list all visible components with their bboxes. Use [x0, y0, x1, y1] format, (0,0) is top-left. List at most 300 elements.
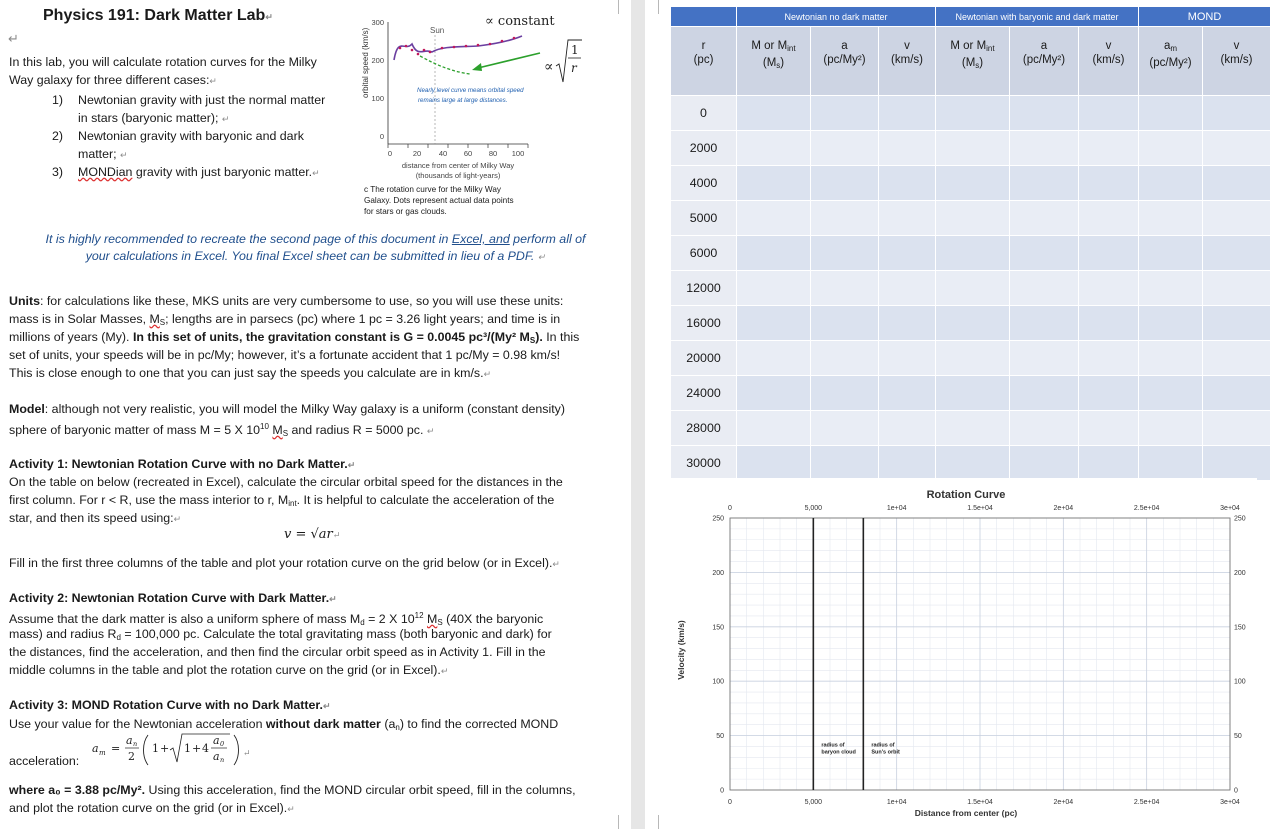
input-cell[interactable]	[1079, 201, 1139, 236]
activity-text: middle columns in the table and plot the rotation curve on the grid (or in Excel).	[9, 663, 441, 677]
y-tick-label: 0	[720, 787, 724, 795]
input-cell[interactable]	[879, 411, 936, 446]
r-value-cell: 6000	[671, 236, 737, 271]
x-tick-label: 1e+04	[886, 799, 907, 806]
units-line	[9, 364, 491, 383]
list-item-line: matter;	[78, 147, 117, 161]
r-value-cell: 2000	[671, 131, 737, 166]
header-top-text: a	[1163, 40, 1171, 52]
paragraph-mark: ↵	[312, 168, 320, 178]
header-top	[1139, 39, 1202, 56]
activity-text: ) to find the corrected MOND	[399, 717, 559, 731]
a0-value: where a₀ = 3.88 pc/My².	[9, 783, 146, 797]
fig-y-tick: 100	[371, 94, 384, 103]
input-cell[interactable]	[1203, 446, 1271, 481]
input-cell[interactable]	[936, 96, 1010, 131]
paragraph-mark: ↵	[329, 594, 337, 604]
input-cell[interactable]	[811, 271, 879, 306]
input-cell[interactable]	[1203, 96, 1271, 131]
eq-frac-num-sub: n	[133, 740, 138, 748]
eq-paren-left	[144, 735, 149, 765]
observed-data-points	[399, 37, 516, 56]
r-value-cell: 20000	[671, 341, 737, 376]
reference-line-label: radius of	[821, 742, 845, 749]
fig-y-tick: 200	[371, 56, 384, 65]
group-header-mond: MOND	[1139, 7, 1271, 27]
activity-text: Assume that the dark matter is also a uniform sphere of mass M	[9, 612, 361, 626]
x-tick-label-top: 1e+04	[886, 505, 907, 512]
activity3-line	[9, 781, 576, 799]
x-tick-label: 2e+04	[1053, 799, 1074, 806]
input-cell[interactable]	[1139, 341, 1203, 376]
x-tick-label: 0	[728, 799, 732, 806]
r-value-cell: 24000	[671, 376, 737, 411]
input-cell[interactable]	[811, 131, 879, 166]
header-sub: m	[1170, 44, 1178, 53]
input-cell[interactable]	[1079, 446, 1139, 481]
input-cell[interactable]	[1010, 166, 1079, 201]
paragraph-mark: ↵	[173, 514, 182, 524]
list-item-text	[78, 145, 128, 164]
input-cell[interactable]	[811, 201, 879, 236]
activity-bold: without dark matter	[265, 717, 381, 731]
sqrt-prefix: ∝	[544, 59, 554, 75]
eq-frac-den: 2	[128, 750, 135, 763]
table-row	[671, 236, 1271, 271]
eq-one: 1	[152, 742, 159, 755]
input-cell[interactable]	[737, 411, 811, 446]
input-cell[interactable]	[1203, 341, 1271, 376]
input-cell[interactable]	[1079, 166, 1139, 201]
r-value-cell: 30000	[671, 446, 737, 481]
group-header-newtonian: Newtonian no dark matter	[737, 7, 936, 27]
header-unit: (pc/My²)	[1022, 54, 1066, 66]
group-header-blank	[671, 7, 737, 27]
column-header-row	[671, 27, 1271, 96]
activity2-line: the distances, find the acceleration, and then find the circular orbit speed as in Activity 1. Fill in the	[9, 645, 546, 659]
input-cell[interactable]	[1079, 96, 1139, 131]
fig-y-label: orbital speed (km/s)	[361, 27, 370, 98]
crop-mark	[645, 0, 659, 14]
header-top	[936, 39, 1009, 56]
intro-line-text: Way galaxy for three different cases:	[9, 73, 210, 87]
column-header-r	[671, 27, 737, 96]
input-cell[interactable]	[879, 306, 936, 341]
eq-an-sub: n	[220, 756, 225, 764]
paragraph-mark: ↵	[332, 531, 341, 541]
input-cell[interactable]	[879, 96, 936, 131]
header-sub: int	[986, 44, 995, 53]
caption-line: c The rotation curve for the Milky Way	[364, 185, 501, 194]
header-top-text: M or M	[751, 40, 788, 52]
input-cell[interactable]	[737, 201, 811, 236]
input-cell[interactable]	[879, 446, 936, 481]
table-row	[671, 166, 1271, 201]
input-cell[interactable]	[1139, 271, 1203, 306]
input-cell[interactable]	[1139, 131, 1203, 166]
input-cell[interactable]	[879, 271, 936, 306]
chart-y-label: Velocity (km/s)	[676, 620, 686, 680]
input-cell[interactable]	[1139, 306, 1203, 341]
reference-line-label: Sun's orbit	[871, 749, 900, 756]
units-label: Units	[9, 294, 40, 308]
note-underlined: Excel, and	[451, 232, 510, 246]
x-tick-label-top: 3e+04	[1220, 505, 1240, 512]
constant-label: ∝ constant	[485, 14, 555, 29]
paragraph-mark: ↵	[347, 460, 356, 470]
table-row	[671, 341, 1271, 376]
input-cell[interactable]	[1139, 236, 1203, 271]
table-row	[671, 306, 1271, 341]
paragraph-mark: ↵	[322, 701, 331, 711]
fig-y-tick: 0	[379, 132, 384, 141]
column-header-mass	[936, 27, 1010, 96]
crop-mark	[618, 0, 630, 14]
sun-label: Sun	[430, 26, 445, 35]
input-cell[interactable]	[1139, 376, 1203, 411]
sqrt-denominator: r	[571, 61, 577, 75]
solar-mass-symbol: M	[272, 423, 283, 437]
fig-arrow-head	[472, 63, 482, 71]
solar-mass-symbol: M	[149, 312, 160, 326]
model-line	[9, 418, 434, 443]
eq-a0: a	[213, 734, 220, 747]
activity-text: = 2 X 10	[364, 612, 415, 626]
input-cell[interactable]	[1010, 201, 1079, 236]
model-text: sphere of baryonic matter of mass M = 5 X 10	[9, 423, 261, 437]
input-cell[interactable]	[879, 376, 936, 411]
reference-line-label: radius of	[871, 742, 895, 749]
intro-line: In this lab, you will calculate rotation curves for the Milky	[9, 55, 317, 69]
input-cell[interactable]	[1203, 411, 1271, 446]
input-cell[interactable]	[1139, 96, 1203, 131]
list-item-text	[78, 109, 229, 128]
input-cell[interactable]	[811, 411, 879, 446]
model-text: and radius R = 5000 pc.	[288, 423, 424, 437]
table-row	[671, 201, 1271, 236]
input-cell[interactable]	[1203, 306, 1271, 341]
activity3-line: acceleration:	[9, 754, 80, 768]
excel-note-line	[0, 231, 631, 248]
subscript: d	[360, 618, 365, 627]
y-tick-label-right: 250	[1234, 515, 1246, 523]
list-item-line: gravity with just baryonic matter.	[132, 165, 313, 179]
header-unit	[936, 56, 1009, 73]
input-cell[interactable]	[1079, 236, 1139, 271]
x-tick-label: 2.5e+04	[1133, 799, 1160, 806]
activity-title-text: Activity 1: Newtonian Rotation Curve with no Dark Matter.	[9, 457, 348, 471]
subscript: n	[395, 723, 400, 732]
eq-frac-num: a	[126, 734, 133, 747]
activity2-title	[9, 589, 337, 608]
chart-title: Rotation Curve	[926, 489, 1006, 501]
header-top	[737, 39, 810, 56]
column-header-velocity	[1203, 27, 1271, 96]
input-cell[interactable]	[1079, 131, 1139, 166]
input-cell[interactable]	[1139, 411, 1203, 446]
velocity-equation	[284, 527, 340, 542]
input-cell[interactable]	[1139, 166, 1203, 201]
gravitation-constant-end: ).	[535, 330, 543, 344]
header-unit	[737, 56, 810, 73]
y-tick-label-right: 0	[1234, 787, 1238, 795]
input-cell[interactable]	[1010, 376, 1079, 411]
column-header-velocity	[1079, 27, 1139, 96]
velocity-equation-text: v = √ar	[284, 527, 333, 542]
activity-text: . It is helpful to calculate the acceleration of the	[296, 493, 555, 507]
input-cell[interactable]	[1079, 411, 1139, 446]
activity-text: mass) and radius R	[9, 627, 117, 641]
input-cell[interactable]	[936, 271, 1010, 306]
activity1-title	[9, 455, 355, 474]
header-unit: (km/s)	[1092, 54, 1125, 66]
fig-x-tick: 60	[463, 149, 473, 158]
sqrt-numerator: 1	[571, 43, 579, 57]
input-cell[interactable]	[936, 306, 1010, 341]
activity2-line	[9, 661, 448, 680]
document-title	[43, 7, 273, 25]
input-cell[interactable]	[1079, 341, 1139, 376]
model-text: : although not very realistic, you will model the Milky Way galaxy is a uniform (constant density)	[44, 402, 565, 416]
header-unit-end: )	[979, 57, 984, 69]
input-cell[interactable]	[737, 306, 811, 341]
paragraph-mark: ↵	[8, 31, 19, 46]
units-text: millions of years (My).	[9, 330, 133, 344]
input-cell[interactable]	[936, 201, 1010, 236]
units-text: ; lengths are in parsecs (pc) where 1 pc = 3.26 light years; and time is in	[165, 312, 561, 326]
activity-text: (a	[380, 717, 396, 731]
input-cell[interactable]	[737, 236, 811, 271]
input-cell[interactable]	[811, 236, 879, 271]
header-unit-sub: s	[776, 61, 781, 70]
input-cell[interactable]	[1139, 201, 1203, 236]
eq-equals: =	[111, 742, 121, 755]
column-header-mond-acceleration	[1139, 27, 1203, 96]
crop-mark	[618, 815, 630, 829]
input-cell[interactable]	[737, 271, 811, 306]
y-tick-label-right: 50	[1234, 733, 1242, 741]
x-tick-label-top: 2.5e+04	[1133, 505, 1160, 512]
paragraph-mark: ↵	[265, 12, 273, 22]
input-cell[interactable]	[936, 236, 1010, 271]
solar-mass-symbol: M	[426, 612, 438, 626]
fig-x-tick: 0	[387, 149, 393, 158]
eq-a0-sub: 0	[220, 740, 225, 748]
input-cell[interactable]	[936, 341, 1010, 376]
fig-x-tick: 20	[412, 149, 422, 158]
eq-plus: +	[160, 742, 170, 755]
units-line	[9, 292, 563, 310]
chart-x-label: Distance from center (pc)	[914, 808, 1018, 818]
header-top: a	[841, 40, 848, 52]
eq-lhs: a	[92, 742, 99, 755]
input-cell[interactable]	[936, 166, 1010, 201]
header-unit: (km/s)	[891, 54, 923, 66]
model-line	[9, 400, 565, 418]
paragraph-mark: ↵	[552, 559, 560, 569]
table-row	[671, 411, 1271, 446]
input-cell[interactable]	[879, 166, 936, 201]
paragraph-mark: ↵	[440, 666, 449, 676]
milky-way-rotation-figure	[360, 8, 610, 183]
list-item-number: 1)	[52, 93, 64, 107]
input-cell[interactable]	[737, 166, 811, 201]
input-cell[interactable]	[811, 376, 879, 411]
table-row	[671, 271, 1271, 306]
input-cell[interactable]	[737, 341, 811, 376]
units-line: set of units, your speeds will be in pc/My; however, it’s a fortunate accident that 1 pc/My = 0.98 km/s!	[9, 348, 561, 362]
input-cell[interactable]	[1139, 446, 1203, 481]
header-top: v	[1105, 40, 1112, 52]
units-text: This is close enough to one that you can just say the speeds you calculate are in km/s.	[9, 366, 484, 380]
header-top: r	[701, 40, 706, 52]
y-tick-label-right: 200	[1234, 569, 1246, 577]
input-cell[interactable]	[879, 341, 936, 376]
header-top: v	[904, 40, 910, 52]
table-row	[671, 96, 1271, 131]
header-unit-sub: s	[975, 61, 980, 70]
r-value-cell: 12000	[671, 271, 737, 306]
fig-annotation: Nearly level curve means orbital speed	[417, 87, 524, 94]
y-tick-label-right: 100	[1234, 678, 1246, 686]
input-cell[interactable]	[936, 131, 1010, 166]
input-cell[interactable]	[737, 376, 811, 411]
column-header-mass	[737, 27, 811, 96]
activity-text: Use your value for the Newtonian acceleration	[9, 717, 266, 731]
caption-line: Galaxy. Dots represent actual data points	[364, 196, 514, 205]
input-cell[interactable]	[936, 411, 1010, 446]
eq-an: a	[213, 750, 220, 763]
x-tick-label: 3e+04	[1220, 799, 1240, 806]
input-cell[interactable]	[879, 131, 936, 166]
input-cell[interactable]	[879, 201, 936, 236]
table-row	[671, 131, 1271, 166]
paragraph-mark: ↵	[483, 369, 492, 379]
input-cell[interactable]	[737, 131, 811, 166]
paragraph-mark: ↵	[209, 76, 217, 86]
eq-paren-right	[234, 735, 239, 765]
header-sub: int	[787, 44, 796, 53]
gravitation-constant: In this set of units, the gravitation constant is G = 0.0045 pc³/(My² M	[132, 330, 530, 344]
input-cell[interactable]	[1010, 131, 1079, 166]
input-cell[interactable]	[936, 376, 1010, 411]
units-text: : for calculations like these, MKS units are very cumbersome to use, so you will use these units:	[39, 294, 564, 308]
input-cell[interactable]	[1203, 201, 1271, 236]
input-cell[interactable]	[1010, 411, 1079, 446]
column-header-acceleration	[1010, 27, 1079, 96]
input-cell[interactable]	[1079, 271, 1139, 306]
x-tick-label: 5,000	[804, 799, 823, 806]
left-page	[0, 0, 631, 829]
r-value-cell: 5000	[671, 201, 737, 236]
x-tick-label-top: 2e+04	[1053, 505, 1074, 512]
units-text: mass is in Solar Masses,	[9, 312, 150, 326]
input-cell[interactable]	[811, 446, 879, 481]
input-cell[interactable]	[1010, 96, 1079, 131]
input-cell[interactable]	[811, 306, 879, 341]
input-cell[interactable]	[1203, 236, 1271, 271]
paragraph-mark: ↵	[426, 426, 435, 436]
crop-mark	[645, 815, 659, 829]
activity1-line	[9, 509, 181, 528]
header-unit-end: )	[780, 57, 785, 69]
input-cell[interactable]	[811, 96, 879, 131]
y-tick-label: 200	[712, 569, 724, 577]
y-tick-label: 100	[712, 678, 724, 686]
solar-mass-sub: S	[437, 618, 443, 627]
list-item-number: 2)	[52, 129, 64, 143]
r-value-cell: 0	[671, 96, 737, 131]
input-cell[interactable]	[1010, 306, 1079, 341]
exponent: 10	[260, 422, 269, 431]
fig-x-tick: 80	[488, 149, 498, 158]
header-top: a	[1040, 40, 1048, 52]
input-cell[interactable]	[1203, 271, 1271, 306]
note-text: perform all of	[509, 232, 586, 246]
header-top-text: M or M	[950, 40, 987, 52]
caption-line: for stars or gas clouds.	[364, 207, 447, 216]
list-item-text: Newtonian gravity with baryonic and dark	[78, 129, 304, 143]
units-text: In this	[542, 330, 580, 344]
activity-text: star, and then its speed using:	[9, 511, 174, 525]
fig-x-tick: 100	[511, 149, 525, 158]
list-item-line: in stars (baryonic matter);	[78, 111, 219, 125]
y-tick-label: 250	[712, 515, 724, 523]
subscript: d	[116, 633, 121, 642]
list-item-number: 3)	[52, 165, 64, 179]
r-value-cell: 16000	[671, 306, 737, 341]
input-cell[interactable]	[936, 446, 1010, 481]
header-unit: (pc)	[693, 54, 714, 66]
input-cell[interactable]	[811, 166, 879, 201]
list-item-text: Newtonian gravity with just the normal matter	[78, 93, 326, 107]
fig-y-tick: 300	[371, 18, 384, 27]
figure-caption	[364, 184, 514, 217]
fig-x-tick: 40	[438, 149, 448, 158]
list-item-text	[78, 163, 320, 182]
input-cell[interactable]	[1079, 376, 1139, 411]
header-unit: (km/s)	[1220, 54, 1253, 66]
fig-annotation: remains large at large distances.	[418, 97, 508, 104]
input-cell[interactable]	[737, 446, 811, 481]
input-cell[interactable]	[1010, 236, 1079, 271]
paragraph-mark: ↵	[243, 749, 251, 759]
mond-equation	[90, 731, 270, 767]
activity-text: (40X the baryonic	[442, 612, 544, 626]
activity-text: Fill in the first three columns of the table and plot your rotation curve on the grid below (or in Excel).	[9, 556, 553, 570]
x-tick-label-top: 5,000	[804, 505, 823, 512]
activity3-title	[9, 696, 330, 715]
input-cell[interactable]	[1203, 131, 1271, 166]
input-cell[interactable]	[811, 341, 879, 376]
input-cell[interactable]	[1010, 271, 1079, 306]
input-cell[interactable]	[1010, 446, 1079, 481]
y-tick-label: 50	[716, 733, 724, 741]
eq-one-inner: 1	[184, 742, 191, 755]
input-cell[interactable]	[1010, 341, 1079, 376]
column-header-acceleration	[811, 27, 879, 96]
input-cell[interactable]	[1203, 166, 1271, 201]
input-cell[interactable]	[879, 236, 936, 271]
header-unit: (pc/My²)	[1149, 57, 1192, 69]
note-text: It is highly recommended to recreate the second page of this document in	[45, 232, 452, 246]
solar-mass-sub: S	[282, 429, 289, 438]
input-cell[interactable]	[737, 96, 811, 131]
input-cell[interactable]	[1079, 306, 1139, 341]
table-row	[671, 446, 1271, 481]
input-cell[interactable]	[1203, 376, 1271, 411]
group-header-row	[671, 7, 1271, 27]
